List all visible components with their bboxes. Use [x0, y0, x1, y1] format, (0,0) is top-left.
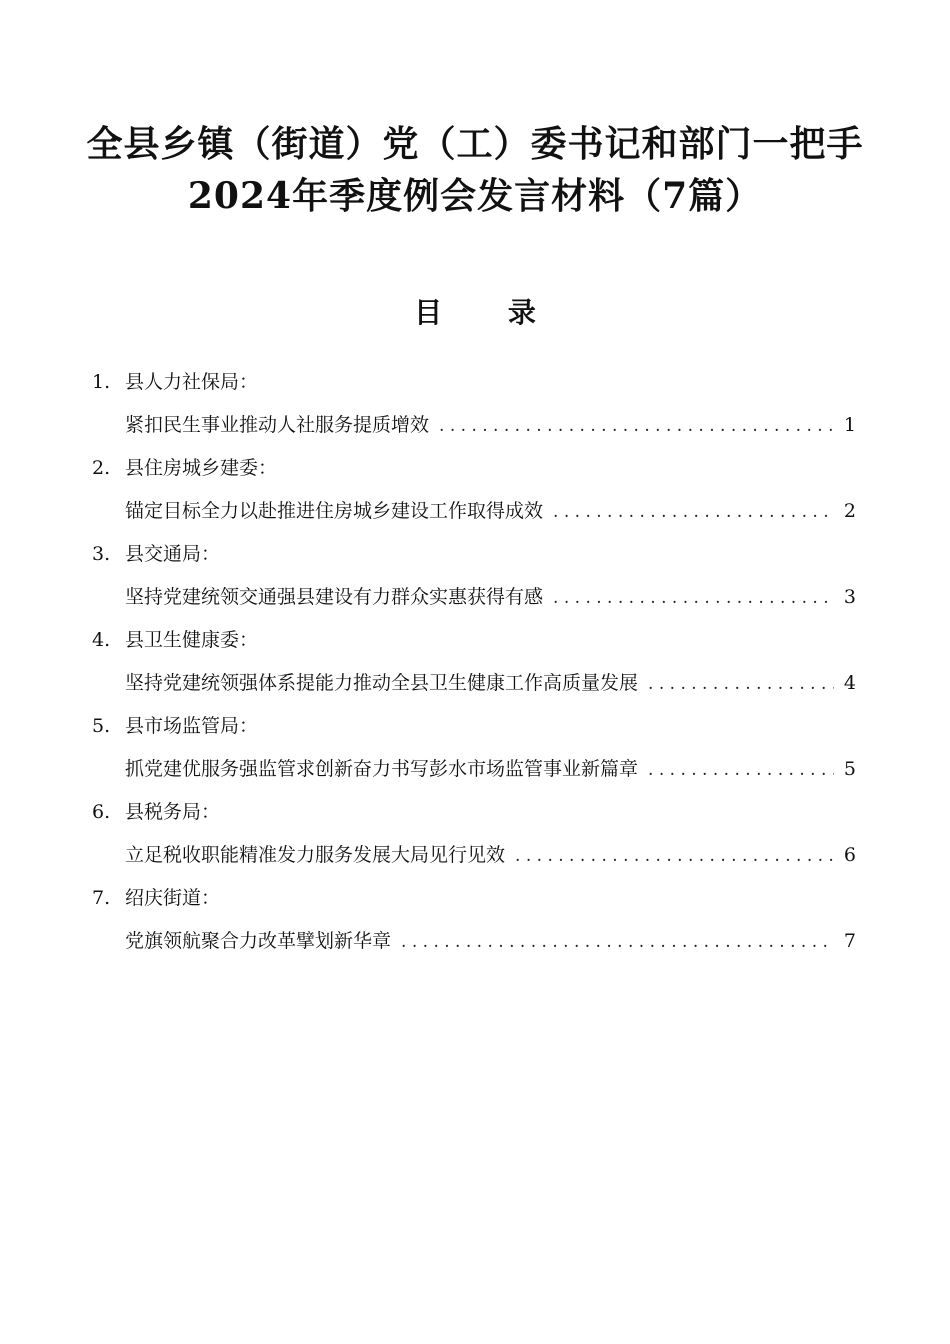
toc-title: 立足税收职能精准发力服务发展大局见行见效: [125, 844, 506, 866]
toc-department: [92, 878, 856, 918]
toc-page-number: 7: [843, 930, 856, 952]
toc-department-name: 县市场监管局：: [125, 715, 259, 737]
toc-entry-2: [92, 448, 856, 534]
toc-leader-dots: [439, 403, 834, 449]
document-title-line-2: 2024年季度例会发言材料（7篇）: [187, 175, 763, 217]
toc-number: 5.: [92, 715, 111, 737]
toc-link[interactable]: [92, 660, 856, 706]
toc-number: 3.: [92, 543, 111, 565]
toc-page-number: 6: [843, 844, 856, 866]
toc-entry-4: [92, 620, 856, 706]
toc-title: 紧扣民生事业推动人社服务提质增效: [125, 414, 430, 436]
toc-leader-dots: [553, 489, 834, 535]
toc-title: 党旗领航聚合力改革擘划新华章: [125, 930, 392, 952]
toc-link[interactable]: [92, 746, 856, 792]
toc-entry-6: [92, 792, 856, 878]
toc-department: [92, 448, 856, 488]
toc-department-name: 县交通局：: [125, 543, 221, 565]
toc-department-name: 县税务局：: [125, 801, 221, 823]
toc-leader-dots: [553, 575, 834, 621]
toc-leader-dots: [648, 747, 834, 793]
toc-department: [92, 620, 856, 660]
toc-link[interactable]: [92, 402, 856, 448]
toc-title: 坚持党建统领强体系提能力推动全县卫生健康工作高质量发展: [125, 672, 639, 694]
toc-department: [92, 534, 856, 574]
toc-entry-5: [92, 706, 856, 792]
toc-page-number: 5: [843, 758, 856, 780]
toc-department: [92, 792, 856, 832]
toc-department-name: 县卫生健康委：: [125, 629, 259, 651]
toc-title: 抓党建优服务强监管求创新奋力书写彭水市场监管事业新篇章: [125, 758, 639, 780]
toc-number: 7.: [92, 887, 111, 909]
toc-leader-dots: [648, 661, 834, 707]
toc-heading: 目 录: [414, 296, 564, 329]
toc-department-name: 县住房城乡建委：: [125, 457, 278, 479]
toc-department-name: 县人力社保局：: [125, 371, 259, 393]
toc-number: 1.: [92, 371, 111, 393]
toc-page-number: 3: [843, 586, 856, 608]
toc-link[interactable]: [92, 488, 856, 534]
toc-link[interactable]: [92, 574, 856, 620]
toc-page-number: 1: [843, 414, 856, 436]
toc-department: [92, 362, 856, 402]
table-of-contents: [92, 362, 856, 964]
toc-number: 4.: [92, 629, 111, 651]
toc-page-number: 4: [843, 672, 856, 694]
toc-link[interactable]: [92, 832, 856, 878]
toc-leader-dots: [401, 919, 834, 965]
toc-leader-dots: [515, 833, 834, 879]
toc-entry-3: [92, 534, 856, 620]
document-title-line-1: 全县乡镇（街道）党（工）委书记和部门一把手: [86, 123, 864, 165]
toc-title: 锚定目标全力以赴推进住房城乡建设工作取得成效: [125, 500, 544, 522]
toc-page-number: 2: [843, 500, 856, 522]
toc-entry-1: [92, 362, 856, 448]
toc-entry-7: [92, 878, 856, 964]
toc-title: 坚持党建统领交通强县建设有力群众实惠获得有感: [125, 586, 544, 608]
toc-link[interactable]: [92, 918, 856, 964]
toc-department: [92, 706, 856, 746]
toc-department-name: 绍庆街道：: [125, 887, 221, 909]
toc-number: 2.: [92, 457, 111, 479]
toc-number: 6.: [92, 801, 111, 823]
